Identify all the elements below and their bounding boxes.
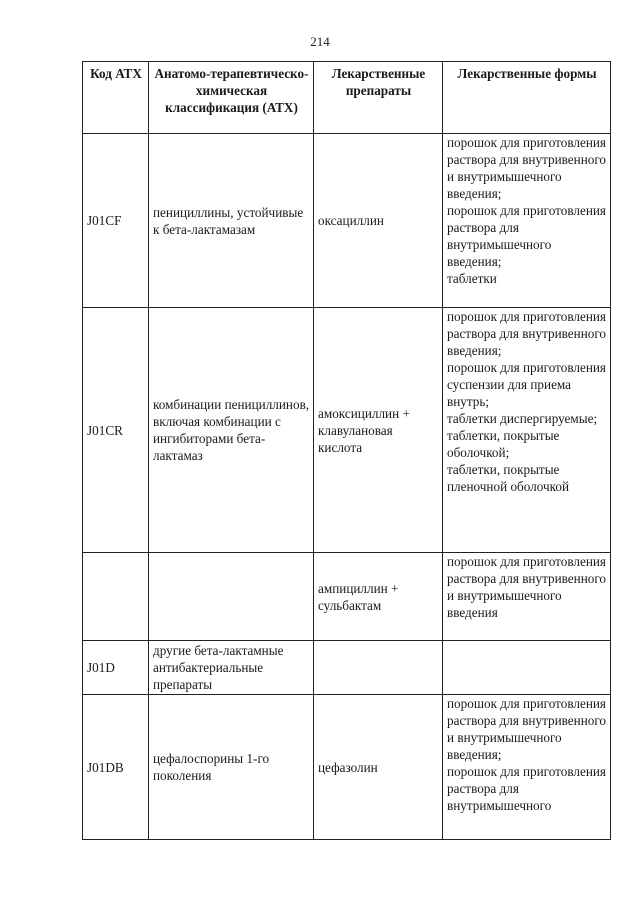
cell-forms bbox=[443, 641, 611, 695]
cell-classification: пенициллины, устойчивые к бета-лактамазам bbox=[149, 134, 314, 308]
cell-drug: амоксициллин + клавулановая кислота bbox=[314, 308, 443, 553]
cell-code bbox=[83, 553, 149, 641]
cell-classification bbox=[149, 553, 314, 641]
cell-classification: цефалоспорины 1-го поколения bbox=[149, 695, 314, 840]
table-row bbox=[83, 695, 611, 840]
cell-forms: порошок для приготовления раствора для внутривенного введения; порошок для приготовления суспензии для приема внутрь; таблетки диспергируемые; таблетки, покрытые оболочкой; таблетки, покрытые пленочной оболочкой bbox=[443, 308, 611, 553]
cell-drug: ампициллин + сульбактам bbox=[314, 553, 443, 641]
cell-forms: порошок для приготовления раствора для внутривенного и внутримышечного введения bbox=[443, 553, 611, 641]
cell-code: J01DB bbox=[83, 695, 149, 840]
atx-drug-table bbox=[82, 61, 611, 840]
header-forms: Лекарственные формы bbox=[443, 62, 611, 134]
table-row bbox=[83, 553, 611, 641]
cell-forms: порошок для приготовления раствора для внутривенного и внутримышечного введения; порошок для приготовления раствора для внутримышечного введения; таблетки bbox=[443, 134, 611, 308]
cell-code: J01CR bbox=[83, 308, 149, 553]
cell-forms: порошок для приготовления раствора для внутривенного и внутримышечного введения; порошок для приготовления раствора для внутримышечного bbox=[443, 695, 611, 840]
cell-drug bbox=[314, 641, 443, 695]
table-row bbox=[83, 134, 611, 308]
table-header-row bbox=[83, 62, 611, 134]
header-code: Код АТХ bbox=[83, 62, 149, 134]
page-number: 214 bbox=[310, 34, 330, 49]
cell-drug: цефазолин bbox=[314, 695, 443, 840]
header-classification: Анатомо-терапевтическо-химическая классификация (АТХ) bbox=[149, 62, 314, 134]
header-drugs: Лекарственные препараты bbox=[314, 62, 443, 134]
cell-drug: оксациллин bbox=[314, 134, 443, 308]
cell-classification: комбинации пенициллинов, включая комбинации с ингибиторами бета-лактамаз bbox=[149, 308, 314, 553]
cell-classification: другие бета-лактамные антибактериальные препараты bbox=[149, 641, 314, 695]
cell-code: J01D bbox=[83, 641, 149, 695]
cell-code: J01CF bbox=[83, 134, 149, 308]
table-row bbox=[83, 308, 611, 553]
table-row bbox=[83, 641, 611, 695]
